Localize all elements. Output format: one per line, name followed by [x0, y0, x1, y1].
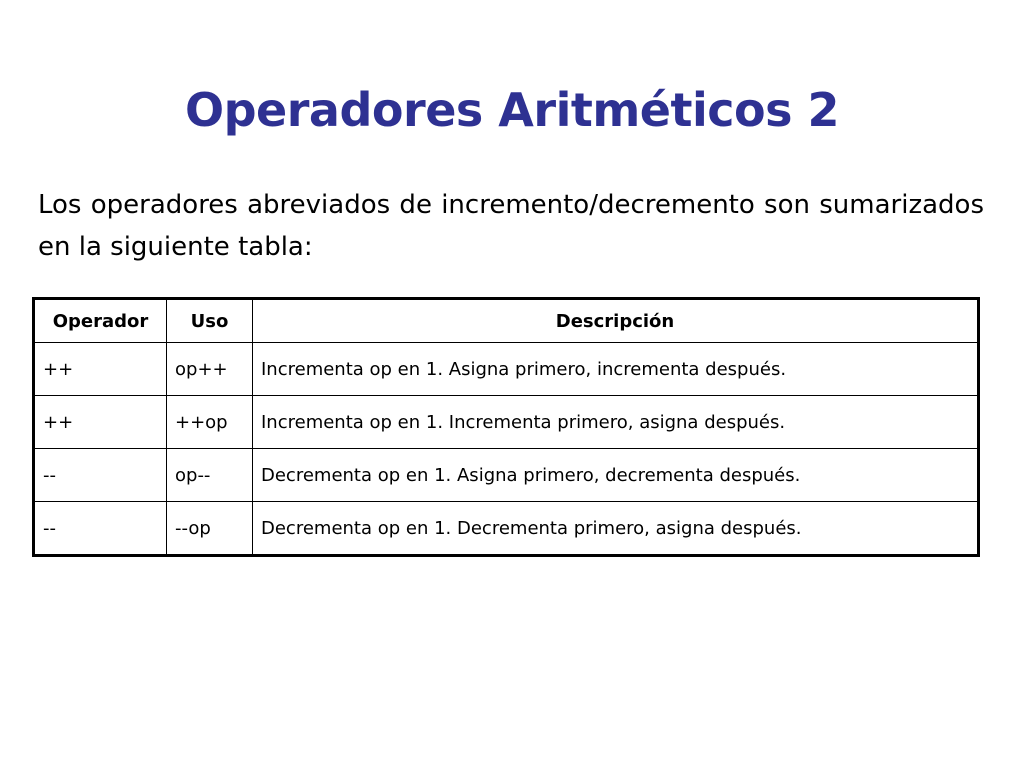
header-descripcion: Descripción — [253, 299, 979, 343]
cell-uso: ++op — [167, 396, 253, 449]
header-operador: Operador — [34, 299, 167, 343]
header-uso: Uso — [167, 299, 253, 343]
table-row — [34, 449, 979, 502]
slide-body-text: Los operadores abreviados de incremento/decremento son sumarizados en la siguiente tabla: — [38, 190, 984, 262]
table-row — [34, 343, 979, 396]
table-row — [34, 502, 979, 556]
cell-operador: -- — [34, 502, 167, 556]
slide-title: Operadores Aritméticos 2 — [185, 83, 839, 137]
cell-uso: op-- — [167, 449, 253, 502]
table-row — [34, 396, 979, 449]
cell-uso: op++ — [167, 343, 253, 396]
cell-operador: ++ — [34, 343, 167, 396]
cell-operador: ++ — [34, 396, 167, 449]
cell-descripcion: Decrementa op en 1. Decrementa primero, asigna después. — [253, 502, 979, 556]
cell-uso: --op — [167, 502, 253, 556]
cell-descripcion: Incrementa op en 1. Incrementa primero, asigna después. — [253, 396, 979, 449]
table-header-row — [34, 299, 979, 343]
cell-descripcion: Incrementa op en 1. Asigna primero, incrementa después. — [253, 343, 979, 396]
cell-operador: -- — [34, 449, 167, 502]
cell-descripcion: Decrementa op en 1. Asigna primero, decrementa después. — [253, 449, 979, 502]
operators-table — [32, 297, 980, 557]
